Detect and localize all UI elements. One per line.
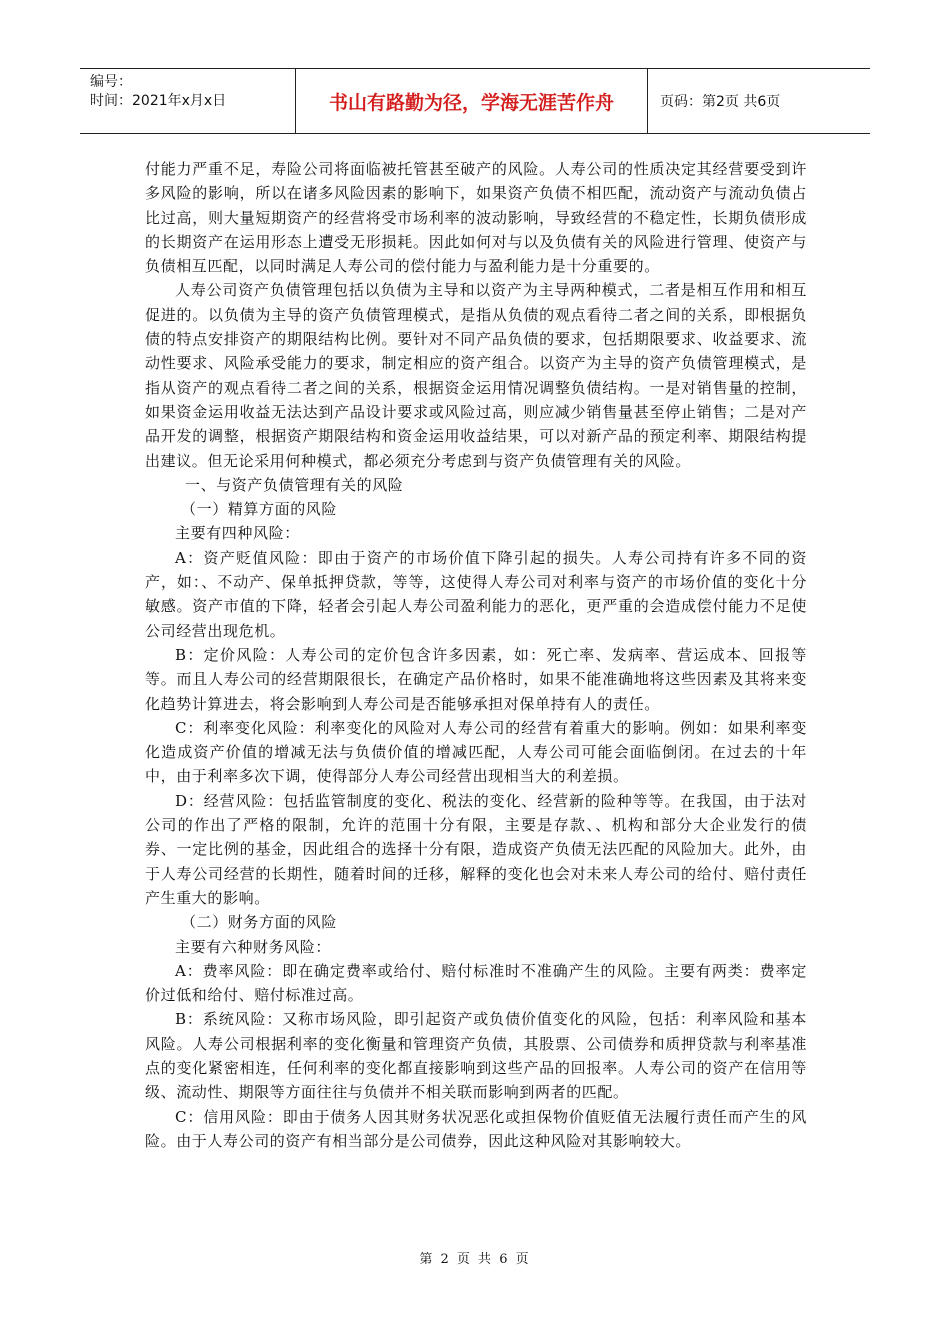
paragraph: 主要有四种风险：: [175, 524, 300, 543]
subsection-heading: （二）财务方面的风险: [181, 913, 338, 932]
paragraph: D：经营风险：包括监管制度的变化、税法的变化、经营新的险种等等。在我国，由于法对公司的作出了严格的限制，允许的范围十分有限，主要是存款、、机构和部分大企业发行的债券、一定比例的基金，因此组合的选择十分有限，造成资产负债无法匹配的风险加大。此外，由于人寿公司经营的长期性，随着时间的迁移，解释的变化也会对未来人寿公司的给付、赔付责任产生重大的影响。: [145, 791, 807, 907]
paragraph: 主要有六种财务风险：: [175, 937, 332, 956]
document-number-label: 编号：: [90, 74, 132, 90]
page-header: [80, 68, 870, 134]
header-meta: [80, 69, 296, 133]
paragraph: B：定价风险：人寿公司的定价包含许多因素，如：死亡率、发病率、营运成本、回报等等。而且人寿公司的经营期限很长，在确定产品价格时，如果不能准确地将这些因素及其将来变化趋势计算进去，将会影响到人寿公司是否能够承担对保单持有人的责任。: [145, 645, 807, 713]
document-body: [145, 157, 807, 1153]
page-footer: 第 2 页 共 6 页: [419, 1252, 531, 1267]
document-time-label: 时间：2021年x月x日: [90, 93, 227, 109]
header-page-info: 页码：第2页 共6页: [660, 94, 781, 110]
paragraph: C：信用风险：即由于债务人因其财务状况恶化或担保物价值贬值无法履行责任而产生的风险。由于人寿公司的资产有相当部分是公司债券，因此这种风险对其影响较大。: [145, 1107, 807, 1150]
subsection-heading: （一）精算方面的风险: [181, 500, 338, 519]
header-motto: 书山有路勤为径，学海无涯苦作舟: [296, 69, 648, 133]
section-heading: 一、与资产负债管理有关的风险: [185, 475, 404, 494]
paragraph-continuation: 付能力严重不足，寿险公司将面临被托管甚至破产的风险。人寿公司的性质决定其经营要受到许多风险的影响，所以在诸多风险因素的影响下，如果资产负债不相匹配，流动资产与流动负债占比过高，则大量短期资产的经营将受市场利率的波动影响，导致经营的不稳定性，长期负债形成的长期资产在运用形态上遭受无形损耗。因此如何对与以及负债有关的风险进行管理、使资产与负债相互匹配，以同时满足人寿公司的偿付能力与盈利能力是十分重要的。: [145, 160, 807, 276]
paragraph: A：费率风险：即在确定费率或给付、赔付标准时不准确产生的风险。主要有两类：费率定价过低和给付、赔付标准过高。: [145, 961, 807, 1005]
paragraph: A：资产贬值风险：即由于资产的市场价值下降引起的损失。人寿公司持有许多不同的资产，如：、不动产、保单抵押贷款，等等，这使得人寿公司对利率与资产的市场价值的变化十分敏感。资产市值的下降，轻者会引起人寿公司盈利能力的恶化，更严重的会造成偿付能力不足使公司经营出现危机。: [145, 548, 807, 640]
paragraph: B：系统风险：又称市场风险，即引起资产或负债价值变化的风险，包括：利率风险和基本风险。人寿公司根据利率的变化衡量和管理资产负债，其股票、公司债券和质押贷款与利率基准点的变化紧密相连，任何利率的变化都直接影响到这些产品的回报率。人寿公司的资产在信用等级、流动性、期限等方面往往与负债并不相关联而影响到两者的匹配。: [145, 1010, 807, 1102]
paragraph: C：利率变化风险：利率变化的风险对人寿公司的经营有着重大的影响。例如：如果利率变化造成资产价值的增减无法与负债价值的增减匹配，人寿公司可能会面临倒闭。在过去的十年中，由于利率多次下调，使得部分人寿公司经营出现相当大的利差损。: [145, 718, 807, 786]
paragraph: 人寿公司资产负债管理包括以负债为主导和以资产为主导两种模式，二者是相互作用和相互促进的。以负债为主导的资产负债管理模式，是指从负债的观点看待二者之间的关系，即根据负债的特点安排资产的期限结构比例。要针对不同产品负债的要求，包括期限要求、收益要求、流动性要求、风险承受能力的要求，制定相应的资产组合。以资产为主导的资产负债管理模式，是指从资产的观点看待二者之间的关系，根据资金运用情况调整负债结构。一是对销售量的控制，如果资金运用收益无法达到产品设计要求或风险过高，则应减少销售量甚至停止销售；二是对产品开发的调整，根据资产期限结构和资金运用收益结果，可以对新产品的预定利率、期限结构提出建议。但无论采用何种模式，都必须充分考虑到与资产负债管理有关的风险。: [145, 281, 807, 470]
